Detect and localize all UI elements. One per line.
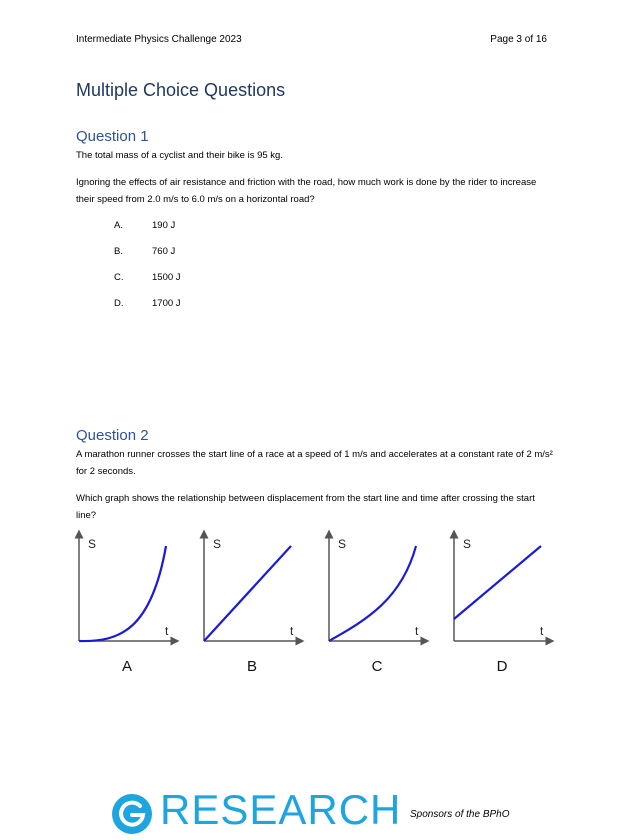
sponsor-text: Sponsors of the BPhO — [410, 809, 510, 820]
option-d — [114, 298, 181, 309]
graph-c — [329, 534, 425, 675]
page-number: Page 3 of 16 — [490, 34, 547, 45]
graph-b — [204, 534, 300, 675]
x-axis-label: t — [290, 624, 294, 638]
graph-options — [0, 520, 631, 680]
graph-d — [454, 534, 550, 675]
x-axis-label: t — [165, 624, 169, 638]
question-2-title: Question 2 — [76, 427, 149, 444]
option-letter: B. — [114, 246, 123, 257]
graph-label: C — [371, 658, 383, 675]
option-text: 190 J — [152, 220, 176, 231]
brand-name: RESEARCH — [160, 786, 402, 833]
question-2-intro: A marathon runner crosses the start line of a race at a speed of 1 m/s and accelerates at a constant rate of 2 m/s² for 2 seconds. — [76, 449, 553, 477]
g-research-logo-icon — [110, 792, 154, 836]
option-text: 1700 J — [152, 298, 181, 309]
graph-label: D — [496, 658, 508, 675]
y-axis-label: S — [463, 537, 472, 551]
section-title: Multiple Choice Questions — [76, 80, 286, 100]
x-axis-label: t — [540, 624, 544, 638]
graph-label: A — [121, 658, 133, 675]
option-b — [114, 246, 175, 257]
option-text: 1500 J — [152, 272, 181, 283]
option-letter: D. — [114, 298, 124, 309]
curve — [454, 546, 541, 619]
curve — [329, 546, 416, 641]
option-a — [114, 220, 175, 231]
question-1-title: Question 1 — [76, 128, 149, 145]
curve — [204, 546, 291, 641]
question-1-intro: The total mass of a cyclist and their bike is 95 kg. — [76, 150, 283, 161]
option-text: 760 J — [152, 246, 176, 257]
y-axis-label: S — [338, 537, 347, 551]
question-2-prompt: Which graph shows the relationship between displacement from the start line and time after crossing the start line? — [76, 493, 535, 521]
question-1-prompt: Ignoring the effects of air resistance and friction with the road, how much work is done by the rider to increase their speed from 2.0 m/s to 6.0 m/s on a horizontal road? — [76, 177, 537, 205]
option-c — [114, 272, 181, 283]
option-letter: C. — [114, 272, 124, 283]
graph-label: B — [246, 658, 258, 675]
x-axis-label: t — [415, 624, 419, 638]
document-title: Intermediate Physics Challenge 2023 — [76, 34, 242, 45]
y-axis-label: S — [88, 537, 97, 551]
option-letter: A. — [114, 220, 123, 231]
curve — [79, 546, 166, 641]
y-axis-label: S — [213, 537, 222, 551]
graph-a — [79, 534, 175, 675]
